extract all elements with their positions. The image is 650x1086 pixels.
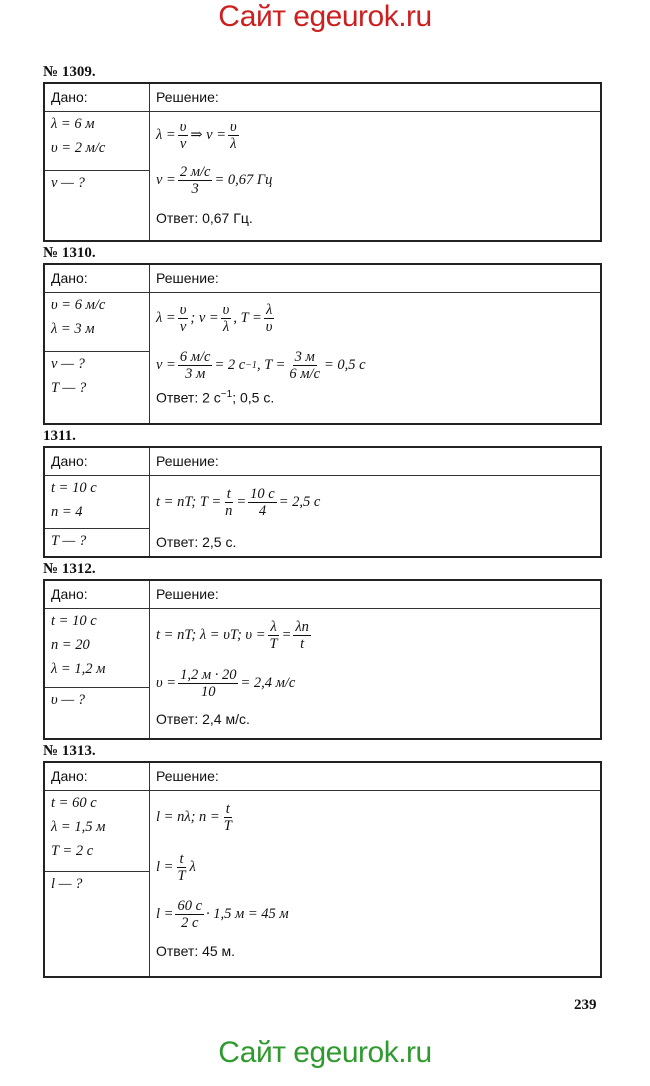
given-values: λ = 6 м υ = 2 м/с <box>44 112 150 171</box>
given-header: Дано: <box>44 762 150 791</box>
answer-text: Ответ: 45 м. <box>156 943 236 959</box>
problem-number: № 1313. <box>43 743 96 759</box>
formula-line: υ = $\frac{1,2 м \cdot 20}{10}$ = 2,4 м/с <box>156 666 296 700</box>
find-values: T — ? <box>44 529 150 558</box>
given-values: υ = 6 м/с λ = 3 м <box>44 293 150 352</box>
answer-text: Ответ: 2 $с^{-1}$; 0,5 с. <box>156 389 275 406</box>
given-header: Дано: <box>44 83 150 112</box>
solution-header: Решение: <box>150 83 602 112</box>
find-values: l — ? <box>44 872 150 978</box>
page-number: 239 <box>574 997 597 1013</box>
formula-line: ν = $\frac{2 м/с}{3}$ = 0,67 Гц <box>156 163 273 197</box>
given-values: t = 10 с n = 4 <box>44 476 150 529</box>
find-values: ν — ? <box>44 171 150 242</box>
solution-header: Решение: <box>150 580 602 609</box>
formula-line: λ = $\frac{\upsilon}{\nu}$ ; ν = $\frac{\upsilon}{\lambda}$ , T = $\frac{\lambda}{\upsilon}$ <box>156 301 273 335</box>
solution-header: Решение: <box>150 447 602 476</box>
formula-line: t = nT; T = $\frac{t}{n}$ = $\frac{10 с}{4}$ = 2,5 с <box>156 485 321 519</box>
solution-body <box>150 791 602 978</box>
problem-table <box>43 82 602 242</box>
answer-text: Ответ: 2,5 с. <box>156 534 237 550</box>
problem-number: № 1312. <box>43 561 96 577</box>
given-header: Дано: <box>44 580 150 609</box>
given-header: Дано: <box>44 447 150 476</box>
problem-table <box>43 446 602 558</box>
given-values: t = 60 с λ = 1,5 м T = 2 с <box>44 791 150 872</box>
given-header: Дано: <box>44 264 150 293</box>
given-values: t = 10 с n = 20 λ = 1,2 м <box>44 609 150 688</box>
solution-body <box>150 293 602 425</box>
problem-number: 1311. <box>43 428 76 444</box>
formula-line: l = nλ; n = $\frac{t}{T}$ <box>156 800 232 834</box>
solution-header: Решение: <box>150 762 602 791</box>
formula-line: l = $\frac{60 с}{2 с}$ · 1,5 м = 45 м <box>156 897 289 931</box>
problem-number: № 1309. <box>43 64 96 80</box>
site-watermark-top: Сайт egeurok.ru <box>218 0 432 33</box>
problem-number: № 1310. <box>43 245 96 261</box>
solution-header: Решение: <box>150 264 602 293</box>
problem-table <box>43 761 602 978</box>
formula-line: l = $\frac{t}{T}$ λ <box>156 850 196 884</box>
find-values: ν — ? T — ? <box>44 352 150 425</box>
formula-line: λ = $\frac{\upsilon}{\nu}$ ⇒ ν = $\frac{\upsilon}{\lambda}$ <box>156 118 237 152</box>
formula-line: ν = $\frac{6 м/с}{3 м}$ = 2 с −1 , T = $\frac{3 м}{6 м/с}$ = 0,5 с <box>156 348 366 382</box>
problem-table <box>43 263 602 425</box>
solution-body <box>150 609 602 740</box>
answer-text: Ответ: 2,4 м/с. <box>156 711 250 727</box>
site-watermark-bottom: Сайт egeurok.ru <box>218 1036 432 1069</box>
answer-text: Ответ: 0,67 Гц. <box>156 210 253 226</box>
formula-line: t = nT; λ = υT; υ = $\frac{\lambda}{T}$ = $\frac{\lambda n}{t}$ <box>156 618 309 652</box>
problem-table <box>43 579 602 740</box>
solution-body <box>150 112 602 242</box>
solution-body <box>150 476 602 558</box>
find-values: υ — ? <box>44 688 150 740</box>
